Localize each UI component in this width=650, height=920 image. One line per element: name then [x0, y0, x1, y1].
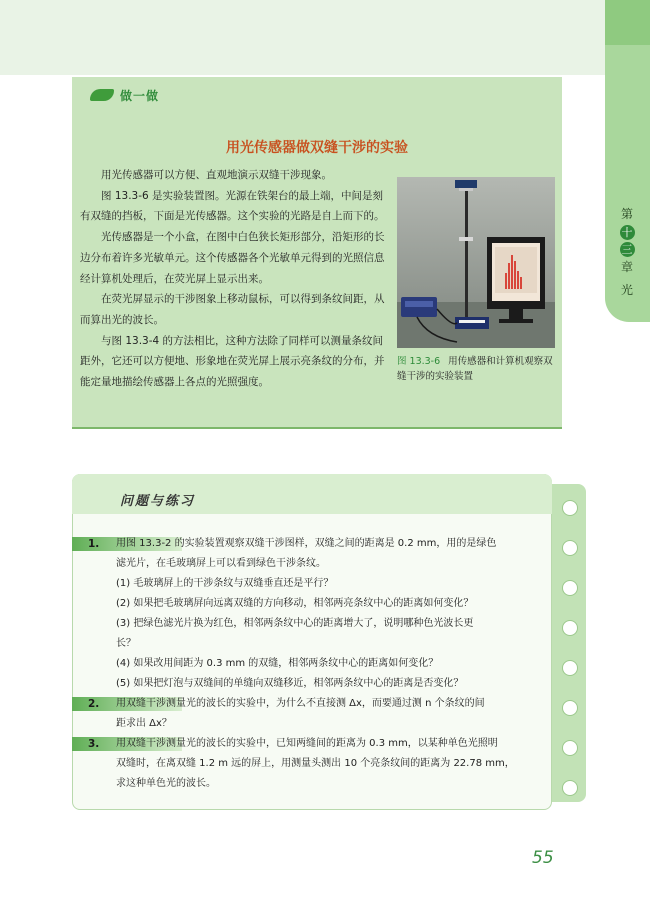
question-line: 用双缝干涉测量光的波长的实验中，已知两缝间的距离为 0.3 mm，以某种单色光照明 — [116, 738, 498, 749]
do-it-title: 做一做 — [120, 88, 160, 103]
binder-ring — [562, 540, 578, 556]
figure-caption-text: 用传感器和计算机观察双缝干涉的实验装置 — [397, 356, 553, 382]
question-text — [116, 694, 556, 734]
question-number: 1. — [88, 538, 100, 550]
question-line: (5) 如果把灯泡与双缝间的单缝向双缝移近，相邻两条纹中心的距离是否变化？ — [116, 678, 464, 689]
question-line: (4) 如果改用间距为 0.3 mm 的双缝，相邻两条纹中心的距离如何变化？ — [116, 658, 439, 669]
question-line: (2) 如果把毛玻璃屏向远离双缝的方向移动，相邻两亮条纹中心的距离如何变化？ — [116, 598, 474, 609]
binder-ring — [562, 620, 578, 636]
paragraph: 光传感器是一个小盒，在图中白色狭长矩形部分，沿矩形的长边分布着许多光敏单元。这个传感器各个光敏单元得到的光照信息经计算机处理后，在荧光屏上显示出来。 — [80, 231, 385, 285]
binder-ring — [562, 700, 578, 716]
paragraph: 用光传感器可以方便、直观地演示双缝干涉现象。 — [101, 169, 332, 181]
binder-ring — [562, 660, 578, 676]
binder-ring — [562, 580, 578, 596]
question-line: (1) 毛玻璃屏上的干涉条纹与双缝垂直还是平行？ — [116, 578, 334, 589]
experiment-text — [80, 165, 386, 393]
question-line: 用图 13.3-2 的实验装置观察双缝干涉图样，双缝之间的距离是 0.2 mm，用的是绿色 — [116, 538, 497, 549]
question-text — [116, 734, 556, 794]
chapter-side-tab-top — [605, 0, 650, 45]
paragraph: 图 13.3-6 是实验装置图。光源在铁架台的最上端，中间是刻有双缝的挡板，下面是光传感器。这个实验的光路是自上而下的。 — [80, 189, 385, 223]
chapter-name: 光 — [620, 283, 633, 297]
binder-ring — [562, 500, 578, 516]
figure-label: 图 13.3-6 — [397, 356, 441, 367]
question-number: 3. — [88, 738, 100, 750]
question-line: 长？ — [116, 638, 136, 649]
do-it-header — [90, 87, 159, 103]
question-line: 双缝时，在离双缝 1.2 m 远的屏上，用测量头测出 10 个亮条纹间的距离为 22.78 mm， — [116, 758, 515, 769]
binder-ring — [562, 780, 578, 796]
paragraph: 在荧光屏显示的干涉图象上移动鼠标，可以得到条纹间距，从而算出光的波长。 — [80, 293, 385, 326]
top-band — [0, 0, 605, 75]
practice-title: 问题与练习 — [120, 494, 196, 509]
chapter-number-three: 三 — [621, 243, 633, 256]
apparatus-illustration — [397, 177, 555, 348]
question-line: (3) 把绿色滤光片换为红色，相邻两条纹中心的距离增大了，说明哪种色光波长更 — [116, 618, 474, 629]
leaf-icon — [90, 89, 114, 101]
question-line: 距求出 Δx？ — [116, 718, 172, 729]
figure-caption — [397, 354, 557, 384]
question-line: 滤光片，在毛玻璃屏上可以看到绿色干涉条纹。 — [116, 558, 326, 569]
question-line: 用双缝干涉测量光的波长的实验中，为什么不直接测 Δx，而要通过测 n 个条纹的间 — [116, 698, 485, 709]
question-number: 2. — [88, 698, 100, 710]
apparatus-photo — [397, 177, 555, 348]
page-number: 55 — [532, 848, 554, 868]
question-line: 求这种单色光的波长。 — [116, 778, 216, 789]
paragraph: 与图 13.3-4 的方法相比，这种方法除了同样可以测量条纹间距外，它还可以方便地、形象地在荧光屏上展示亮条纹的分布，并能定量地描绘传感器上各点的光照强度。 — [80, 334, 385, 389]
chapter-label — [612, 206, 642, 299]
chapter-char-di: 第 — [620, 207, 633, 221]
binder-ring — [562, 740, 578, 756]
chapter-char-zhang: 章 — [620, 260, 633, 274]
chapter-number-ten: 十 — [621, 226, 633, 239]
question-text — [116, 534, 556, 694]
experiment-title: 用光传感器做双缝干涉的实验 — [226, 140, 408, 156]
